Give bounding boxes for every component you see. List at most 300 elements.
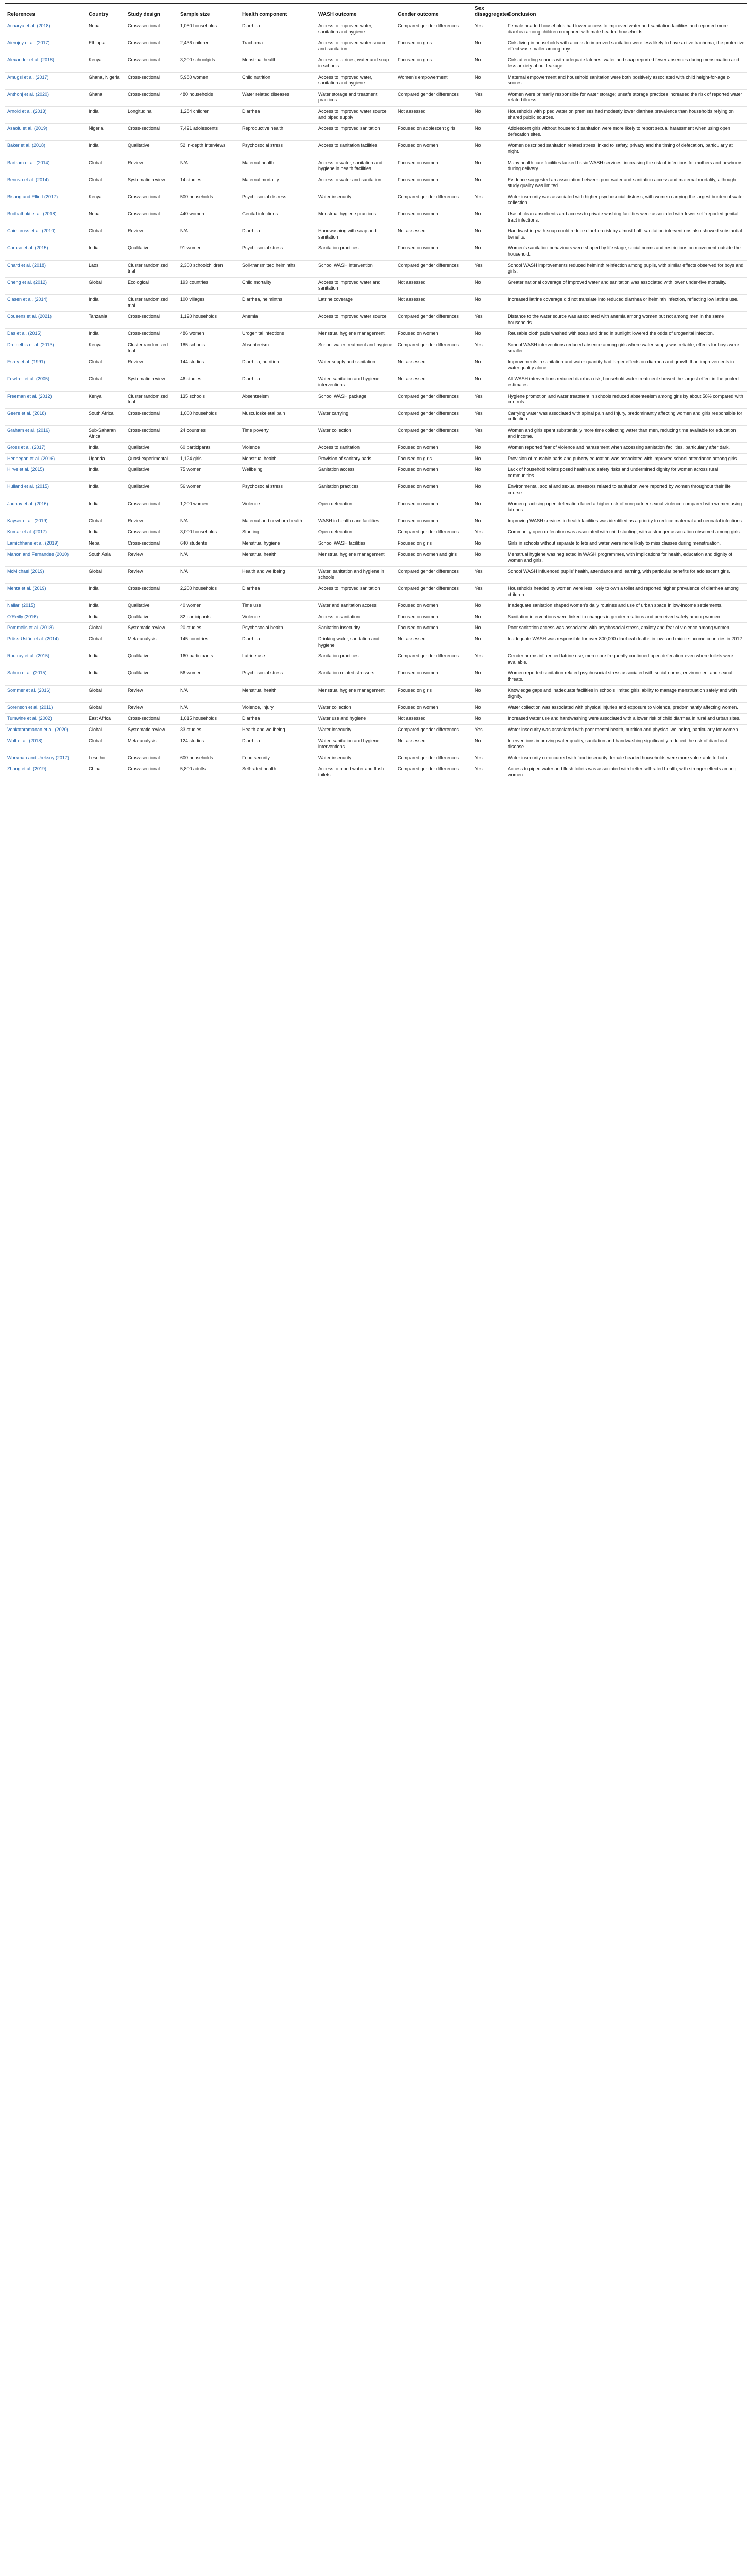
conclusion-cell: Increased water use and handwashing were associated with a lower risk of child diarrhea in rural and urban sites. [506, 714, 747, 725]
sample-size-cell: N/A [178, 226, 240, 243]
reference-cell[interactable]: Jadhav et al. (2016) [5, 499, 87, 516]
reference-cell[interactable]: Arnold et al. (2013) [5, 106, 87, 123]
header-row [5, 4, 747, 21]
study-design-cell: Cross-sectional [126, 192, 178, 209]
study-design-cell: Cross-sectional [126, 312, 178, 329]
reference-cell[interactable]: Geere et al. (2018) [5, 408, 87, 425]
reference-cell[interactable]: Tumwine et al. (2002) [5, 714, 87, 725]
reference-cell[interactable]: Benova et al. (2014) [5, 175, 87, 192]
country-cell: Sub-Saharan Africa [87, 425, 126, 442]
table-body [5, 21, 747, 781]
sex-disaggregated-cell: Yes [473, 566, 506, 583]
table-row [5, 158, 747, 175]
reference-cell[interactable]: Venkataramanan et al. (2020) [5, 724, 87, 736]
table-row [5, 714, 747, 725]
wash-outcome-cell: Sanitation access [316, 465, 396, 482]
conclusion-cell: Evidence suggested an association between poor water and sanitation access and maternal mortality, although study quality was limited. [506, 175, 747, 192]
gender-outcome-cell: Compared gender differences [396, 312, 473, 329]
wash-outcome-cell: Water insecurity [316, 724, 396, 736]
reference-cell[interactable]: Aiemjoy et al. (2017) [5, 38, 87, 55]
study-design-cell: Cluster randomized trial [126, 260, 178, 277]
wash-outcome-cell: Menstrual hygiene management [316, 329, 396, 340]
table-row [5, 72, 747, 89]
table-row [5, 209, 747, 226]
reference-cell[interactable]: Workman and Ureksoy (2017) [5, 753, 87, 764]
health-component-cell: Diarrhea [240, 584, 316, 601]
reference-cell[interactable]: Esrey et al. (1991) [5, 357, 87, 374]
sample-size-cell: 82 participants [178, 612, 240, 623]
table-row [5, 141, 747, 158]
gender-outcome-cell: Not assessed [396, 295, 473, 312]
health-component-cell: Menstrual health [240, 55, 316, 72]
reference-cell[interactable]: Freeman et al. (2012) [5, 391, 87, 408]
study-design-cell: Systematic review [126, 175, 178, 192]
reference-cell[interactable]: Dreibelbis et al. (2013) [5, 340, 87, 357]
study-design-cell: Cross-sectional [126, 538, 178, 550]
table-row [5, 685, 747, 702]
study-design-cell: Systematic review [126, 724, 178, 736]
gender-outcome-cell: Focused on women [396, 175, 473, 192]
wash-outcome-cell: Water, sanitation and hygiene interventions [316, 736, 396, 753]
gender-outcome-cell: Not assessed [396, 357, 473, 374]
study-design-cell: Qualitative [126, 141, 178, 158]
country-cell: India [87, 668, 126, 685]
sample-size-cell: 100 villages [178, 295, 240, 312]
table-row [5, 374, 747, 391]
reference-cell[interactable]: Sorenson et al. (2011) [5, 702, 87, 714]
reference-cell[interactable]: Cairncross et al. (2010) [5, 226, 87, 243]
table-row [5, 453, 747, 465]
sample-size-cell: 3,000 households [178, 527, 240, 538]
gender-outcome-cell: Focused on women and girls [396, 549, 473, 566]
conclusion-cell: Women were primarily responsible for water storage; unsafe storage practices increased the risk of reported water related illness. [506, 89, 747, 106]
wash-outcome-cell: Access to improved sanitation [316, 584, 396, 601]
sex-disaggregated-cell: No [473, 243, 506, 260]
table-row [5, 260, 747, 277]
gender-outcome-cell: Compared gender differences [396, 21, 473, 38]
study-design-cell: Review [126, 549, 178, 566]
country-cell: Global [87, 158, 126, 175]
gender-outcome-cell: Focused on women [396, 243, 473, 260]
reference-cell[interactable]: Das et al. (2015) [5, 329, 87, 340]
gender-outcome-cell: Focused on women [396, 499, 473, 516]
conclusion-cell: Women described sanitation related stress linked to safety, privacy and the timing of defecation, particularly at night. [506, 141, 747, 158]
reference-cell[interactable]: Sommer et al. (2016) [5, 685, 87, 702]
health-component-cell: Musculoskeletal pain [240, 408, 316, 425]
country-cell: Ghana, Nigeria [87, 72, 126, 89]
sample-size-cell: 1,000 households [178, 408, 240, 425]
table-row [5, 499, 747, 516]
health-component-cell: Violence [240, 443, 316, 454]
study-design-cell: Cross-sectional [126, 124, 178, 141]
reference-cell[interactable]: Mehta et al. (2019) [5, 584, 87, 601]
sample-size-cell: N/A [178, 685, 240, 702]
wash-outcome-cell: School WASH intervention [316, 260, 396, 277]
gender-outcome-cell: Compared gender differences [396, 584, 473, 601]
reference-cell[interactable]: Anthonj et al. (2020) [5, 89, 87, 106]
sex-disaggregated-cell: No [473, 158, 506, 175]
reference-cell[interactable]: Gross et al. (2017) [5, 443, 87, 454]
health-component-cell: Stunting [240, 527, 316, 538]
conclusion-cell: Menstrual hygiene was neglected in WASH programmes, with implications for health, education and dignity of women and girls. [506, 549, 747, 566]
health-component-cell: Diarrhea [240, 634, 316, 651]
health-component-cell: Health and wellbeing [240, 724, 316, 736]
study-design-cell: Qualitative [126, 601, 178, 612]
health-component-cell: Diarrhea [240, 226, 316, 243]
sample-size-cell: N/A [178, 702, 240, 714]
country-cell: Global [87, 175, 126, 192]
study-design-cell: Cross-sectional [126, 89, 178, 106]
wash-outcome-cell: Sanitation related stressors [316, 668, 396, 685]
sex-disaggregated-cell: No [473, 499, 506, 516]
health-component-cell: Psychosocial stress [240, 243, 316, 260]
study-design-cell: Qualitative [126, 651, 178, 668]
wash-outcome-cell: School water treatment and hygiene [316, 340, 396, 357]
conclusion-cell: Community open defecation was associated with child stunting, with a stronger association observed among girls. [506, 527, 747, 538]
literature-table-page [5, 3, 747, 781]
conclusion-cell: Carrying water was associated with spinal pain and injury, predominantly affecting women and girls responsible for collection. [506, 408, 747, 425]
wash-outcome-cell: Water collection [316, 425, 396, 442]
sex-disaggregated-cell: Yes [473, 21, 506, 38]
sex-disaggregated-cell: Yes [473, 753, 506, 764]
reference-cell[interactable]: McMichael (2019) [5, 566, 87, 583]
reference-cell[interactable]: Pommells et al. (2018) [5, 623, 87, 634]
conclusion-cell: Sanitation interventions were linked to changes in gender relations and perceived safety among women. [506, 612, 747, 623]
gender-outcome-cell: Compared gender differences [396, 425, 473, 442]
gender-outcome-cell: Not assessed [396, 106, 473, 123]
gender-outcome-cell: Focused on women [396, 516, 473, 527]
sex-disaggregated-cell: Yes [473, 724, 506, 736]
conclusion-cell: Women's sanitation behaviours were shaped by life stage, social norms and restrictions on movement outside the household. [506, 243, 747, 260]
health-component-cell: Diarrhea [240, 21, 316, 38]
country-cell: Kenya [87, 55, 126, 72]
reference-cell[interactable]: Graham et al. (2016) [5, 425, 87, 442]
study-design-cell: Meta-analysis [126, 634, 178, 651]
study-design-cell: Cross-sectional [126, 55, 178, 72]
health-component-cell: Reproductive health [240, 124, 316, 141]
conclusion-cell: Maternal empowerment and household sanitation were both positively associated with child height-for-age z-scores. [506, 72, 747, 89]
health-component-cell: Diarrhea, helminths [240, 295, 316, 312]
health-component-cell: Time poverty [240, 425, 316, 442]
country-cell: India [87, 141, 126, 158]
reference-cell[interactable]: Clasen et al. (2014) [5, 295, 87, 312]
gender-outcome-cell: Compared gender differences [396, 192, 473, 209]
country-cell: India [87, 465, 126, 482]
wash-outcome-cell: Water and sanitation access [316, 601, 396, 612]
country-cell: India [87, 612, 126, 623]
reference-cell[interactable]: Mahon and Fernandes (2010) [5, 549, 87, 566]
conclusion-cell: Handwashing with soap could reduce diarrhea risk by almost half; sanitation interventions also showed substantial benefits. [506, 226, 747, 243]
sex-disaggregated-cell: Yes [473, 260, 506, 277]
table-row [5, 329, 747, 340]
gender-outcome-cell: Focused on adolescent girls [396, 124, 473, 141]
gender-outcome-cell: Compared gender differences [396, 408, 473, 425]
gender-outcome-cell: Focused on women [396, 465, 473, 482]
study-design-cell: Cross-sectional [126, 499, 178, 516]
reference-cell[interactable]: Bartram et al. (2014) [5, 158, 87, 175]
sample-size-cell: 2,300 schoolchildren [178, 260, 240, 277]
country-cell: Global [87, 736, 126, 753]
gender-outcome-cell: Compared gender differences [396, 724, 473, 736]
conclusion-cell: Greater national coverage of improved water and sanitation was associated with lower under-five mortality. [506, 277, 747, 294]
country-cell: India [87, 329, 126, 340]
wash-outcome-cell: Access to sanitation facilities [316, 141, 396, 158]
gender-outcome-cell: Focused on women [396, 158, 473, 175]
health-component-cell: Violence [240, 499, 316, 516]
country-cell: Uganda [87, 453, 126, 465]
gender-outcome-cell: Women's empowerment [396, 72, 473, 89]
sample-size-cell: 1,284 children [178, 106, 240, 123]
wash-outcome-cell: Access to improved water and sanitation [316, 277, 396, 294]
wash-outcome-cell: Menstrual hygiene management [316, 685, 396, 702]
conclusion-cell: Girls in schools without separate toilets and water were more likely to miss classes during menstruation. [506, 538, 747, 550]
sex-disaggregated-cell: No [473, 634, 506, 651]
study-design-cell: Cross-sectional [126, 21, 178, 38]
reference-cell[interactable]: Routray et al. (2015) [5, 651, 87, 668]
sample-size-cell: 14 studies [178, 175, 240, 192]
health-component-cell: Trachoma [240, 38, 316, 55]
reference-cell[interactable]: Amugsi et al. (2017) [5, 72, 87, 89]
country-cell: South Africa [87, 408, 126, 425]
wash-outcome-cell: Access to improved water, sanitation and hygiene [316, 21, 396, 38]
table-row [5, 651, 747, 668]
table-row [5, 584, 747, 601]
reference-cell[interactable]: Prüss-Ustün et al. (2014) [5, 634, 87, 651]
health-component-cell: Genital infections [240, 209, 316, 226]
health-component-cell: Menstrual health [240, 549, 316, 566]
gender-outcome-cell: Compared gender differences [396, 527, 473, 538]
reference-cell[interactable]: Hirve et al. (2015) [5, 465, 87, 482]
table-row [5, 175, 747, 192]
sample-size-cell: 2,200 households [178, 584, 240, 601]
health-component-cell: Diarrhea, nutrition [240, 357, 316, 374]
sex-disaggregated-cell: No [473, 295, 506, 312]
sex-disaggregated-cell: No [473, 516, 506, 527]
sex-disaggregated-cell: Yes [473, 408, 506, 425]
conclusion-cell: Provision of reusable pads and puberty education was associated with improved school attendance among girls. [506, 453, 747, 465]
gender-outcome-cell: Not assessed [396, 277, 473, 294]
wash-outcome-cell: Access to piped water and flush toilets [316, 764, 396, 781]
table-row [5, 736, 747, 753]
reference-cell[interactable]: Kayser et al. (2019) [5, 516, 87, 527]
gender-outcome-cell: Compared gender differences [396, 340, 473, 357]
country-cell: Ghana [87, 89, 126, 106]
gender-outcome-cell: Not assessed [396, 736, 473, 753]
study-design-cell: Review [126, 357, 178, 374]
reference-cell[interactable]: Bisung and Elliott (2017) [5, 192, 87, 209]
gender-outcome-cell: Focused on women [396, 702, 473, 714]
study-design-cell: Cluster randomized trial [126, 340, 178, 357]
conclusion-cell: Environmental, social and sexual stressors related to sanitation were reported by women throughout their life course. [506, 482, 747, 499]
sample-size-cell: 46 studies [178, 374, 240, 391]
health-component-cell: Absenteeism [240, 391, 316, 408]
reference-cell[interactable]: Fewtrell et al. (2005) [5, 374, 87, 391]
study-design-cell: Systematic review [126, 374, 178, 391]
reference-cell[interactable]: Budhathoki et al. (2018) [5, 209, 87, 226]
gender-outcome-cell: Focused on women [396, 601, 473, 612]
conclusion-cell: Inadequate sanitation shaped women's daily routines and use of urban space in low-income settlements. [506, 601, 747, 612]
wash-outcome-cell: Sanitation insecurity [316, 623, 396, 634]
sample-size-cell: 52 in-depth interviews [178, 141, 240, 158]
conclusion-cell: Women practising open defecation faced a higher risk of non-partner sexual violence compared with women using latrines. [506, 499, 747, 516]
conclusion-cell: Increased latrine coverage did not translate into reduced diarrhea or helminth infection, reflecting low latrine use. [506, 295, 747, 312]
wash-outcome-cell: Menstrual hygiene practices [316, 209, 396, 226]
sample-size-cell: 440 women [178, 209, 240, 226]
health-component-cell: Self-rated health [240, 764, 316, 781]
table-row [5, 465, 747, 482]
country-cell: Global [87, 226, 126, 243]
reference-cell[interactable]: Cheng et al. (2012) [5, 277, 87, 294]
table-row [5, 443, 747, 454]
country-cell: India [87, 499, 126, 516]
conclusion-cell: Inadequate WASH was responsible for over 800,000 diarrheal deaths in low- and middle-income countries in 2012. [506, 634, 747, 651]
health-component-cell: Menstrual hygiene [240, 538, 316, 550]
study-design-cell: Review [126, 685, 178, 702]
country-cell: Nepal [87, 21, 126, 38]
health-component-cell: Diarrhea [240, 736, 316, 753]
wash-outcome-cell: Drinking water, sanitation and hygiene [316, 634, 396, 651]
reference-cell[interactable]: Zhang et al. (2019) [5, 764, 87, 781]
table-row [5, 724, 747, 736]
wash-outcome-cell: Sanitation practices [316, 243, 396, 260]
sex-disaggregated-cell: Yes [473, 527, 506, 538]
reference-cell[interactable]: Hennegan et al. (2016) [5, 453, 87, 465]
wash-outcome-cell: Access to water and sanitation [316, 175, 396, 192]
table-row [5, 277, 747, 294]
reference-cell[interactable]: Cousens et al. (2021) [5, 312, 87, 329]
table-row [5, 549, 747, 566]
country-cell: India [87, 106, 126, 123]
sex-disaggregated-cell: No [473, 482, 506, 499]
gender-outcome-cell: Focused on girls [396, 38, 473, 55]
table-row [5, 357, 747, 374]
study-design-cell: Cross-sectional [126, 714, 178, 725]
country-cell: India [87, 651, 126, 668]
gender-outcome-cell: Focused on women [396, 482, 473, 499]
health-component-cell: Psychosocial health [240, 623, 316, 634]
table-row [5, 226, 747, 243]
wash-outcome-cell: Water collection [316, 702, 396, 714]
gender-outcome-cell: Focused on women [396, 141, 473, 158]
reference-cell[interactable]: Lamichhane et al. (2019) [5, 538, 87, 550]
table-header [5, 4, 747, 21]
table-row [5, 482, 747, 499]
country-cell: South Asia [87, 549, 126, 566]
sex-disaggregated-cell: Yes [473, 651, 506, 668]
sex-disaggregated-cell: Yes [473, 391, 506, 408]
reference-cell[interactable]: Chard et al. (2018) [5, 260, 87, 277]
health-component-cell: Psychosocial stress [240, 141, 316, 158]
country-cell: Lesotho [87, 753, 126, 764]
sex-disaggregated-cell: No [473, 374, 506, 391]
reference-cell[interactable]: O'Reilly (2016) [5, 612, 87, 623]
country-cell: Global [87, 702, 126, 714]
table-row [5, 601, 747, 612]
gender-outcome-cell: Focused on girls [396, 538, 473, 550]
sample-size-cell: 91 women [178, 243, 240, 260]
reference-cell[interactable]: Acharya et al. (2018) [5, 21, 87, 38]
wash-outcome-cell: School WASH facilities [316, 538, 396, 550]
table-row [5, 538, 747, 550]
sex-disaggregated-cell: No [473, 357, 506, 374]
sex-disaggregated-cell: No [473, 226, 506, 243]
wash-outcome-cell: Access to water, sanitation and hygiene in health facilities [316, 158, 396, 175]
table-row [5, 38, 747, 55]
sex-disaggregated-cell: No [473, 453, 506, 465]
reference-cell[interactable]: Alexander et al. (2018) [5, 55, 87, 72]
study-design-cell: Cross-sectional [126, 209, 178, 226]
conclusion-cell: Hygiene promotion and water treatment in schools reduced absenteeism among girls by about 58% compared with controls. [506, 391, 747, 408]
study-design-cell: Cross-sectional [126, 753, 178, 764]
country-cell: India [87, 243, 126, 260]
health-component-cell: Anemia [240, 312, 316, 329]
wash-outcome-cell: Water supply and sanitation [316, 357, 396, 374]
sex-disaggregated-cell: No [473, 106, 506, 123]
gender-outcome-cell: Focused on women [396, 623, 473, 634]
health-component-cell: Violence, injury [240, 702, 316, 714]
sample-size-cell: 56 women [178, 668, 240, 685]
country-cell: Global [87, 516, 126, 527]
reference-cell[interactable]: Sahoo et al. (2015) [5, 668, 87, 685]
health-component-cell: Absenteeism [240, 340, 316, 357]
country-cell: Kenya [87, 192, 126, 209]
sample-size-cell: 5,800 adults [178, 764, 240, 781]
study-design-cell: Qualitative [126, 668, 178, 685]
reference-cell[interactable]: Asaolu et al. (2019) [5, 124, 87, 141]
sex-disaggregated-cell: Yes [473, 584, 506, 601]
country-cell: India [87, 482, 126, 499]
health-component-cell: Diarrhea [240, 374, 316, 391]
reference-cell[interactable]: Hulland et al. (2015) [5, 482, 87, 499]
conclusion-cell: Women reported sanitation related psychosocial stress associated with social norms, environment and sexual threats. [506, 668, 747, 685]
country-cell: Global [87, 724, 126, 736]
reference-cell[interactable]: Nallari (2015) [5, 601, 87, 612]
country-cell: Ethiopia [87, 38, 126, 55]
conclusion-cell: Girls attending schools with adequate latrines, water and soap reported fewer absences during menstruation and less anxiety about leakage. [506, 55, 747, 72]
reference-cell[interactable]: Caruso et al. (2015) [5, 243, 87, 260]
study-design-cell: Cross-sectional [126, 329, 178, 340]
country-cell: Tanzania [87, 312, 126, 329]
study-design-cell: Review [126, 702, 178, 714]
table-row [5, 408, 747, 425]
sample-size-cell: 75 women [178, 465, 240, 482]
header-country: Country [87, 4, 126, 21]
reference-cell[interactable]: Kumar et al. (2017) [5, 527, 87, 538]
wash-outcome-cell: Water, sanitation and hygiene in schools [316, 566, 396, 583]
health-component-cell: Health and wellbeing [240, 566, 316, 583]
conclusion-cell: School WASH improvements reduced helminth reinfection among pupils, with similar effects observed for boys and girls. [506, 260, 747, 277]
study-design-cell: Meta-analysis [126, 736, 178, 753]
sample-size-cell: 1,120 households [178, 312, 240, 329]
sex-disaggregated-cell: No [473, 55, 506, 72]
table-row [5, 566, 747, 583]
reference-cell[interactable]: Wolf et al. (2018) [5, 736, 87, 753]
reference-cell[interactable]: Baker et al. (2018) [5, 141, 87, 158]
sample-size-cell: 135 schools [178, 391, 240, 408]
study-design-cell: Longitudinal [126, 106, 178, 123]
wash-outcome-cell: Access to sanitation [316, 443, 396, 454]
health-component-cell: Urogenital infections [240, 329, 316, 340]
sex-disaggregated-cell: No [473, 736, 506, 753]
health-component-cell: Diarrhea [240, 106, 316, 123]
country-cell: Nepal [87, 209, 126, 226]
sample-size-cell: 500 households [178, 192, 240, 209]
country-cell: India [87, 295, 126, 312]
health-component-cell: Time use [240, 601, 316, 612]
header-health-component: Health component [240, 4, 316, 21]
conclusion-cell: Gender norms influenced latrine use; men more frequently continued open defecation even where toilets were available. [506, 651, 747, 668]
study-design-cell: Qualitative [126, 612, 178, 623]
